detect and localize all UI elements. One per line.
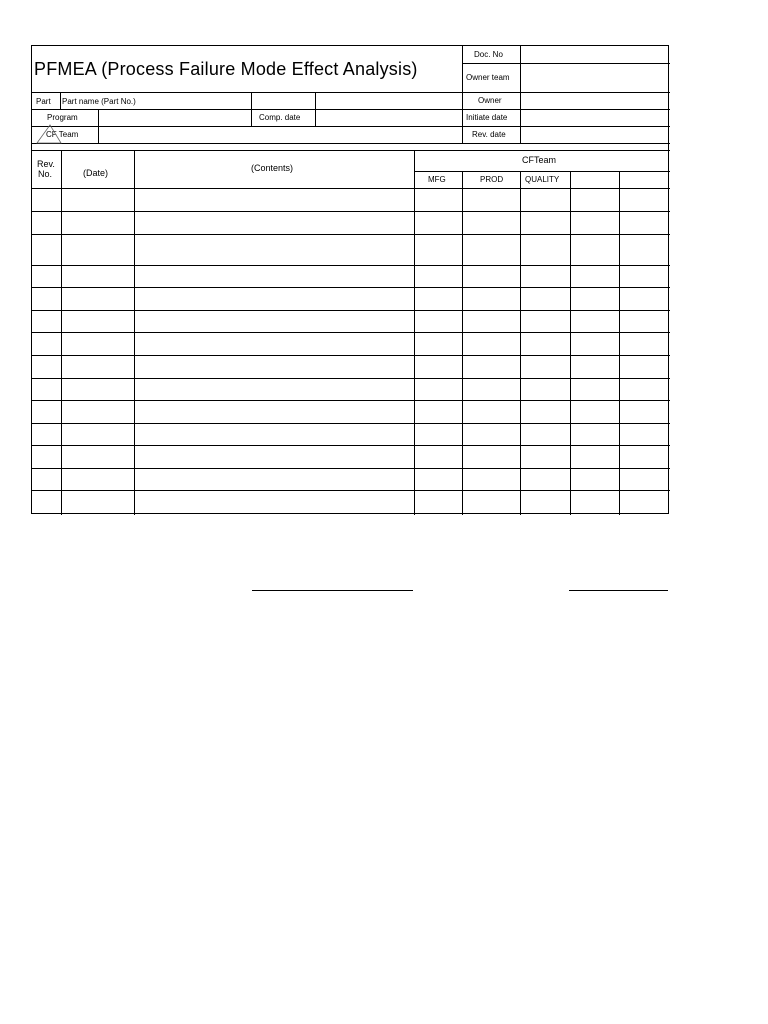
divider [32, 143, 670, 144]
divider [32, 92, 670, 93]
mfg-header: MFG [428, 175, 446, 184]
row-divider [32, 468, 670, 469]
row-divider [32, 445, 670, 446]
prod-header: PROD [480, 175, 504, 184]
cfteam-header: CFTeam [522, 155, 557, 165]
column-divider [520, 171, 521, 515]
column-divider [414, 150, 415, 515]
signature-line [252, 590, 413, 591]
pfmea-form [31, 45, 669, 514]
cf-team-label: CF Team [46, 130, 79, 139]
column-divider [61, 150, 62, 515]
column-divider [619, 171, 620, 515]
column-divider [134, 150, 135, 515]
row-divider [32, 490, 670, 491]
row-divider [32, 355, 670, 356]
column-divider [570, 171, 571, 515]
divider [32, 126, 670, 127]
divider [462, 46, 463, 143]
row-divider [32, 287, 670, 288]
date-header: (Date) [83, 168, 109, 178]
row-divider [32, 310, 670, 311]
form-title: PFMEA (Process Failure Mode Effect Analysis) [34, 59, 418, 79]
owner-label: Owner [478, 96, 502, 105]
divider [32, 109, 670, 110]
doc-no-label: Doc. No [474, 50, 503, 59]
row-divider [32, 332, 670, 333]
rev-no-header-line2: No. [38, 169, 53, 179]
divider [520, 46, 521, 143]
divider [414, 171, 670, 172]
part-name-label: Part name (Part No.) [62, 97, 136, 106]
triangle-mark-icon [36, 124, 62, 144]
row-divider [32, 400, 670, 401]
row-divider [32, 234, 670, 235]
part-label: Part [36, 97, 51, 106]
row-divider [32, 423, 670, 424]
contents-header: (Contents) [251, 163, 294, 173]
rev-date-label: Rev. date [472, 130, 506, 139]
divider [462, 63, 670, 64]
initiate-date-label: Initiate date [466, 113, 508, 122]
column-divider [462, 171, 463, 515]
divider [60, 92, 61, 109]
row-divider [32, 378, 670, 379]
comp-date-label: Comp. date [259, 113, 301, 122]
owner-team-label: Owner team [466, 73, 510, 82]
divider [32, 188, 670, 189]
quality-header: QUALITY [525, 175, 560, 184]
signature-line [569, 590, 668, 591]
row-divider [32, 265, 670, 266]
divider [32, 150, 670, 151]
divider [251, 92, 252, 126]
rev-no-header: Rev. [37, 159, 55, 169]
row-divider [32, 211, 670, 212]
divider [98, 109, 99, 143]
divider [315, 92, 316, 126]
program-label: Program [47, 113, 78, 122]
